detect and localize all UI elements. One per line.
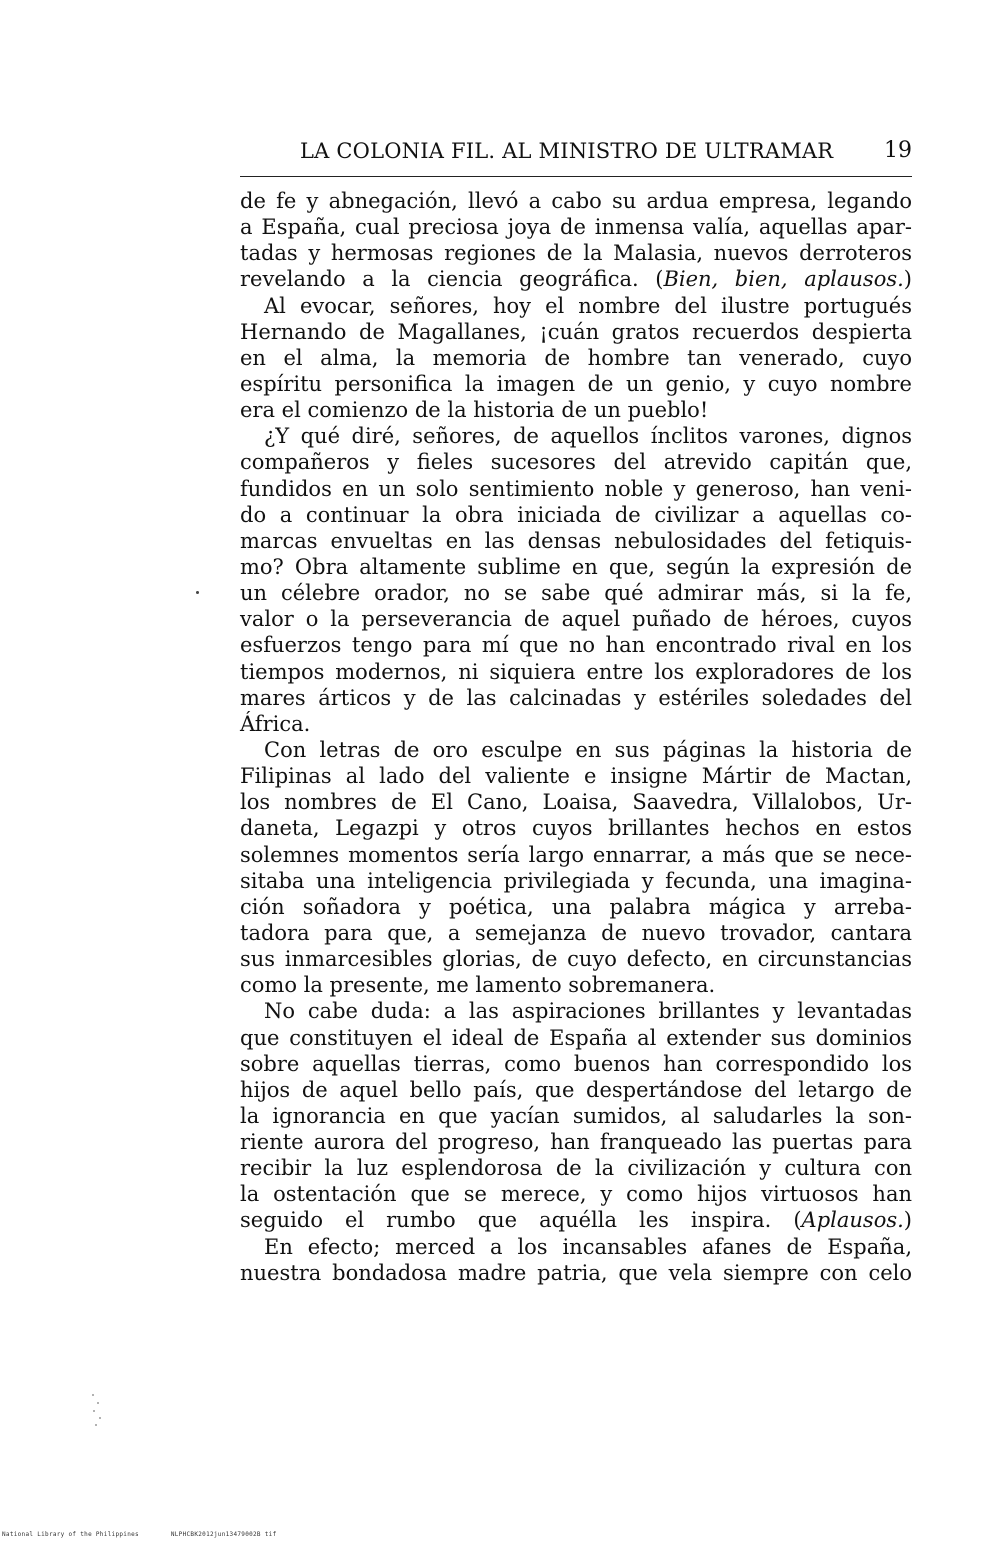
text-line: de fe y abnegación, llevó a cabo su ardua empresa, legando [240,189,912,213]
text-line: tiempos modernos, ni siquiera entre los exploradores de los [240,659,912,684]
text-line: los nombres de El Cano, Loaisa, Saavedra, Villalobos, Ur- [240,790,912,815]
text-line: era el comienzo de la historia de un pueblo! [240,398,709,423]
text-line: mo? Obra altamente sublime en que, según la expresión de [240,554,912,579]
text-line: recibir la luz esplendorosa de la civilización y cultura con [240,1156,912,1181]
text-line: en el alma, la memoria de hombre tan venerado, cuyo [240,345,912,370]
text-line: sobre aquellas tierras, como buenos han correspondido los [240,1051,912,1076]
text-line: revelando a la ciencia geográfica. (Bien, bien, aplausos.) [240,267,912,292]
text-line: esfuerzos tengo para mí que no han encontrado rival en los [240,633,912,658]
text-line: Al evocar, señores, hoy el nombre del ilustre portugués [264,293,912,318]
text-line: sitaba una inteligencia privilegiada y fecunda, una imagina- [240,868,912,893]
text-line: como la presente, me lamento sobremanera. [240,973,716,998]
text-line: espíritu personifica la imagen de un genio, y cuyo nombre [240,371,912,396]
text-line: valor o la perseverancia de aquel puñado de héroes, cuyos [240,607,912,632]
page-number: 19 [884,138,912,163]
text-line: tadora para que, a semejanza de nuevo trovador, cantara [240,920,912,945]
text-line: la ostentación que se merece, y como hijos virtuosos han [240,1182,912,1207]
text-line: mares árticos y de las calcinadas y estériles soledades del [240,685,912,710]
scan-specks [90,1390,104,1430]
text-line: compañeros y fieles sucesores del atrevido capitán que, [240,450,912,475]
text-line: marcas envueltas en las densas nebulosidades del fetiquis- [240,528,912,553]
text-line: seguido el rumbo que aquélla les inspira. (Aplausos.) [240,1208,912,1233]
text-line: la ignorancia en que yacían sumidos, al saludarles la son- [240,1103,912,1128]
text-line: Con letras de oro esculpe en sus páginas la historia de [264,737,912,762]
text-line: riente aurora del progreso, han franqueado las puertas para [240,1130,912,1155]
text-line: solemnes momentos sería largo ennarrar, a más que se nece- [240,842,912,867]
text-line: do a continuar la obra iniciada de civilizar a aquellas co- [240,502,912,527]
text-line: fundidos en un solo sentimiento noble y generoso, han veni- [240,476,912,501]
scan-footer [2,1531,277,1538]
text-line: daneta, Legazpi y otros cuyos brillantes hechos en estos [240,816,912,841]
text-line: que constituyen el ideal de España al extender sus dominios [240,1025,912,1050]
footer-library: National Library of the Philippines [2,1531,139,1538]
text-line: a España, cual preciosa joya de inmensa valía, aquellas apar- [240,215,912,240]
header-rule [240,176,912,177]
text-line: un célebre orador, no se sabe qué admirar más, si la fe, [240,581,912,606]
footer-code: NLPHCBK2012jun13479002B tif [170,1531,277,1538]
text-line: tadas y hermosas regiones de la Malasia, nuevos derroteros [240,241,912,266]
running-head [240,136,912,176]
text-line: No cabe duda: a las aspiraciones brillantes y levantadas [264,999,912,1024]
text-line: Filipinas al lado del valiente e insigne Mártir de Mactan, [240,764,912,789]
text-line: ción soñadora y poética, una palabra mágica y arreba- [240,894,912,919]
text-line: hijos de aquel bello país, que despertándose del letargo de [240,1077,912,1102]
text-line: En efecto; merced a los incansables afanes de España, [264,1234,912,1259]
running-title: LA COLONIA FIL. AL MINISTRO DE ULTRAMAR [300,139,834,163]
text-line: nuestra bondadosa madre patria, que vela siempre con celo [240,1260,912,1285]
text-line: África. [240,711,311,736]
text-line: sus inmarcesibles glorias, de cuyo defecto, en circunstancias [240,947,912,972]
text-line: ¿Y qué diré, señores, de aquellos ínclitos varones, dignos [264,424,912,449]
body-text [240,188,912,1286]
text-line: Hernando de Magallanes, ¡cuán gratos recuerdos despierta [240,319,912,344]
margin-speck [196,591,199,594]
